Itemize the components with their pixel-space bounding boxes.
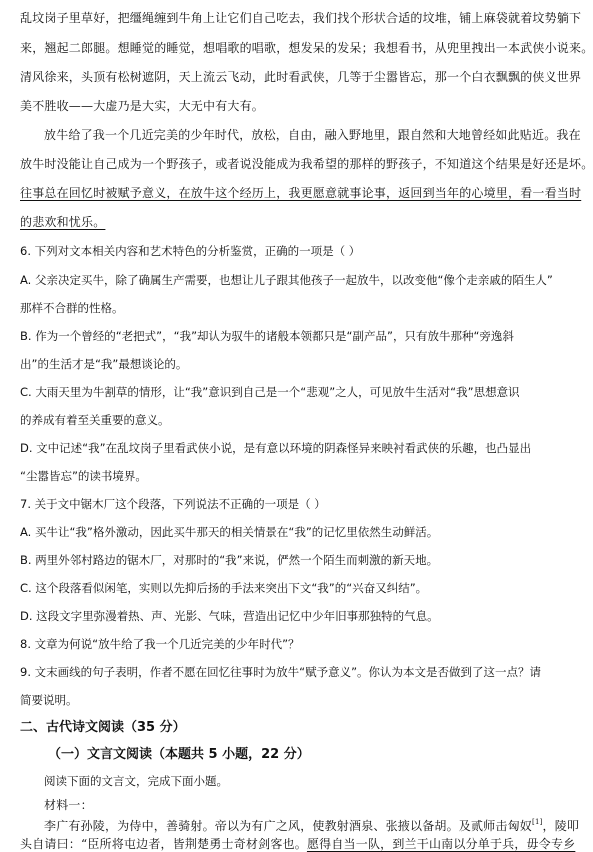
question-6-option-d-line-2: “尘嚣皆忘”的读书境界。	[20, 469, 147, 483]
question-9-line-1: 9. 文末画线的句子表明，作者不愿在回忆往事时为放牛“赋予意义”。你认为本文是否做到了这一点？请	[20, 665, 542, 679]
question-6-option-a-line-1: A. 父亲决定买牛，除了确属生产需要，也想让儿子跟其他孩子一起放牛，以改变他“像个走亲戚的陌生人”	[20, 273, 553, 287]
question-7-option-a: A. 买牛让“我”格外激动，因此买牛那天的相关情景在“我”的记忆里依然生动鲜活。	[20, 525, 439, 539]
footnote-marker: [1]	[532, 818, 543, 826]
passage-p1-line-1: 乱坟岗子里草好，把缰绳缠到牛角上让它们自己吃去，我们找个形状合适的坟堆，铺上麻袋就着坟势躺下	[20, 11, 582, 25]
question-6-option-b-line-2: 出”的生活才是“我”最想谈论的。	[20, 357, 188, 371]
material-1-line-2	[20, 836, 576, 852]
underlined-sentence: 往事总在回忆时被赋予意义，在放牛这个经历上，我更愿意就事论事，返回到当年的心境里，看一看当时	[20, 186, 582, 200]
question-6-option-c-line-1: C. 大雨天里为牛割草的情形，让“我”意识到自己是一个“悲观”之人，可见放牛生活对“我”思想意识	[20, 385, 520, 399]
material-label: 材料一：	[44, 798, 93, 812]
subsection-heading: （一）文言文阅读（本题共 5 小题，22 分）	[48, 747, 310, 762]
question-9-line-2: 简要说明。	[20, 693, 78, 707]
question-7-option-c: C. 这个段落看似闲笔，实则以先抑后扬的手法来突出下文“我”的“兴奋又纠结”。	[20, 581, 428, 595]
question-7-option-d: D. 这段文字里弥漫着热、声、光影、气味，营造出记忆中少年旧事那独特的气息。	[20, 609, 439, 623]
passage-p2-line-2: 放牛时没能让自己成为一个野孩子，或者说没能成为我希望的那样的野孩子，不知道这个结果是好还是坏。	[20, 157, 593, 171]
passage-p1-line-2: 来，翘起二郎腿。想睡觉的睡觉，想唱歌的唱歌，想发呆的发呆；我想看书，从兜里拽出一本武侠小说来。	[20, 41, 593, 55]
material-1-line-1	[44, 818, 580, 834]
passage-p1-line-4: 美不胜收——大虚乃是大实，大无中有大有。	[20, 99, 265, 113]
passage-p2-line-1: 放牛给了我一个几近完美的少年时代，放松，自由，融入野地里，跟自然和大地曾经如此贴近。我在	[44, 128, 581, 142]
passage-p1-line-3: 清风徐来，头顶有松树遮阴，天上流云飞动，此时看武侠，几等于尘嚣皆忘，那一个白衣飘飘的侠义世界	[20, 70, 582, 84]
question-8: 8. 文章为何说“放牛给了我一个几近完美的少年时代”？	[20, 637, 300, 651]
material-1-text: 李广有孙陵，为侍中，善骑射。帝以为有广之风，使教射酒泉、张掖以备胡。及贰师击匈奴	[44, 819, 533, 833]
question-6-stem: 6. 下列对文本相关内容和艺术特色的分析鉴赏，正确的一项是（ ）	[20, 244, 361, 258]
passage-underlined-line-1	[20, 185, 582, 201]
question-6-option-a-line-2: 那样不合群的性格。	[20, 301, 124, 315]
question-6-option-b-line-1: B. 作为一个曾经的“老把式”，“我”却认为驭牛的诸般本领都只是“副产品”，只有放牛那种“旁逸斜	[20, 329, 514, 343]
underlined-sentence: 愿得自当一队，到兰干山南以分单于兵，毋令专乡	[306, 837, 576, 851]
passage-underlined-line-2	[20, 214, 565, 230]
question-7-option-b: B. 两里外邻村路边的锯木厂，对那时的“我”来说，俨然一个陌生而刺激的新天地。	[20, 553, 439, 567]
section-heading: 二、古代诗文阅读（35 分）	[20, 720, 186, 735]
material-1-text-end: ，陵叩	[542, 819, 580, 833]
material-1-text: 头自请曰：“臣所将屯边者，皆荆楚勇士奇材剑客也。	[20, 837, 307, 851]
question-6-option-d-line-1: D. 文中记述“我”在乱坟岗子里看武侠小说，是有意以环境的阴森怪异来映衬看武侠的乐趣，也凸显出	[20, 441, 532, 455]
underlined-sentence: 的悲欢和忧乐。	[20, 215, 106, 229]
question-7-stem: 7. 关于文中锯木厂这个段落，下列说法不正确的一项是（ ）	[20, 497, 326, 511]
reading-instruction: 阅读下面的文言文，完成下面小题。	[44, 774, 228, 788]
question-6-option-c-line-2: 的养成有着至关重要的意义。	[20, 413, 170, 427]
